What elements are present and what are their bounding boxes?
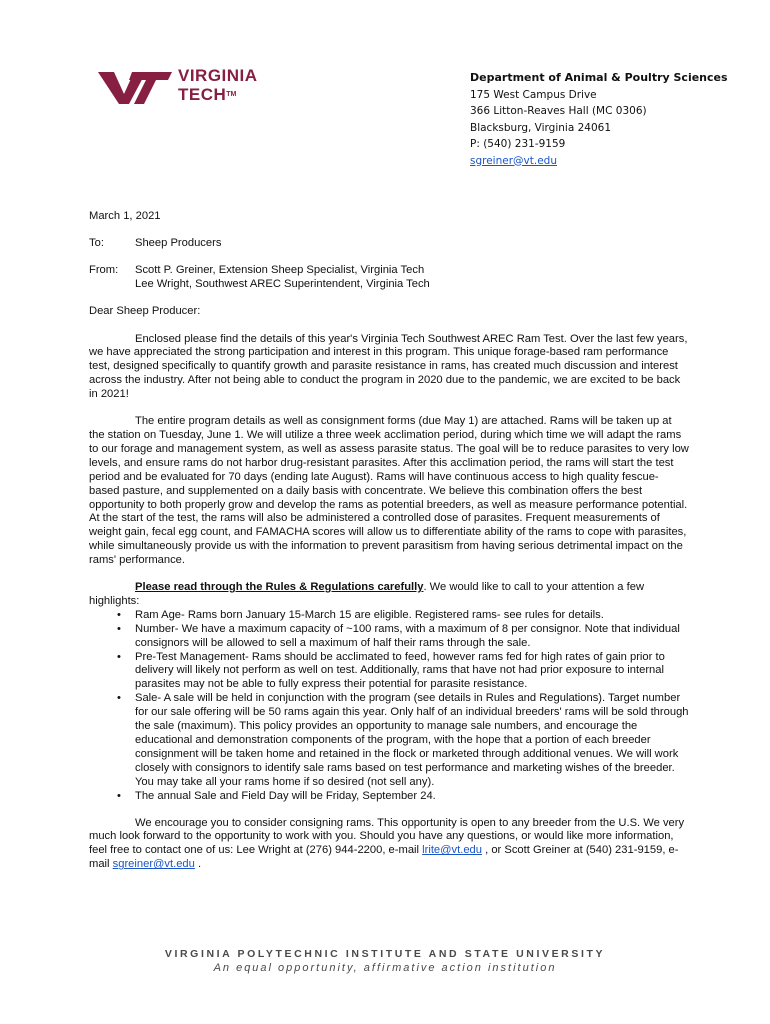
list-item: • The annual Sale and Field Day will be Friday, September 24. (117, 789, 436, 802)
bullet-icon: • (117, 650, 121, 663)
from-line: Scott P. Greiner, Extension Sheep Specialist, Virginia Tech (135, 263, 425, 276)
rules-rest: . We would like to call to your attention a few highlights: (89, 581, 645, 607)
footer-tagline: An equal opportunity, affirmative action institution (213, 962, 557, 974)
letter-date: March 1, 2021 (89, 210, 161, 222)
department-address (470, 70, 730, 169)
paragraph-intro: Enclosed please find the details of this year's Virginia Tech Southwest AREC Ram Test. Over the last few years, we have appreciated the strong participation and interest in this program. This unique forage-based ram performance test, designed specifically to quantify growth and parasite resistance in rams, has created much discussion and interest across the industry. After not being able to conduct the program in 2020 due to the pandemic, we are excited to be back in 2021! (89, 332, 688, 401)
paragraph-program-details: The entire program details as well as consignment forms (due May 1) are attached. Rams will be taken up at the station on Tuesday, June 1. We will utilize a three week acclimation period, during which time we will adapt the rams to our forage and management system, as well as assess parasite status. The goal will be to reduce parasites to very low levels, and ensure rams do not harbor drug-resistant parasites. After this acclimation period, the rams will start the test period and be evaluated for 70 days (ending late August). Rams will have continuous access to high quality fescue-based pasture, and supplemented on a daily basis with concentrate. We believe this combination offers the best opportunity to both properly grow and develop the rams as potential breeders, as well as measure performance potential. At the start of the test, the rams will also be administered a controlled dose of parasites. Frequent measurements of weight gain, fecal egg count, and FAMACHA scores will allow us to differentiate ability of the rams to cope with parasites, while simultaneously provide us with the information to prevent parasitism from having serious detrimental impact on the rams' performance. (89, 415, 689, 567)
address-line: 366 Litton-Reaves Hall (MC 0306) (470, 105, 647, 117)
list-item: • Pre-Test Management- Rams should be acclimated to feed, however rams fed for high rates of gain prior to delivery will likely not perform as well on test. Additionally, rams that have not had prior exposure to internal parasites may not be able to fully express their potential for parasite resistance. (117, 650, 665, 691)
list-item: • Number- We have a maximum capacity of ~100 rams, with a maximum of 8 per consignor. Note that individual consignors will be allowed to sell a maximum of half their rams through the sale. (117, 622, 680, 649)
paragraph-contact: We encourage you to consider consigning rams. This opportunity is open to any breeder from the U.S. We very much look forward to the opportunity to work with you. Should you have any questions, or would like more information, feel free to contact one of us: Lee Wright at (276) 944-2200, e-mail lrite@vt.edu , or Scott Greiner at (540) 231-9159, e-mail sgreiner@vt.edu . (89, 816, 685, 871)
footer-university: VIRGINIA POLYTECHNIC INSTITUTE AND STATE UNIVERSITY (164, 948, 606, 960)
logo-text-virginia: VIRGINIA (178, 66, 258, 85)
vt-logo-icon (96, 66, 174, 106)
rules-emphasis: Please read through the Rules & Regulations carefully (135, 581, 424, 594)
address-line: Blacksburg, Virginia 24061 (470, 121, 612, 134)
lrite-email-link[interactable]: lrite@vt.edu (422, 844, 482, 857)
header-email-link[interactable]: sgreiner@vt.edu (470, 154, 557, 167)
department-name: Department of Animal & Poultry Sciences (470, 71, 728, 84)
from-row (89, 264, 689, 292)
highlights-list (89, 609, 689, 804)
list-item: • Ram Age- Rams born January 15-March 15 are eligible. Registered rams- see rules for details. (117, 608, 604, 621)
logo-wordmark (178, 66, 258, 104)
logo-text-tech: TECH (178, 85, 227, 104)
paragraph-rules (89, 581, 689, 609)
list-item: • Sale- A sale will be held in conjunction with the program (see details in Rules and Regulations). Target number for our sale offering will be 50 rams again this year. Only half of an individual breeders' rams will be sold through the sale (maximum). This policy provides an opportunity to manage sale numbers, and encourage the educational and demonstration components of the program, with the hope that a portion of each breeder consignment will be taken home and retained in the flock or marketed through additional venues. We will work closely with consignors to identify sale rams based on test performance and marketing wishes of the breeder. You may take all your rams home if so desired (not sell any). (117, 692, 689, 788)
virginia-tech-logo (96, 66, 286, 110)
bullet-icon: • (117, 692, 121, 705)
to-row (89, 237, 689, 251)
from-line: Lee Wright, Southwest AREC Superintendent, Virginia Tech (135, 277, 430, 290)
address-line: 175 West Campus Drive (470, 88, 597, 101)
address-phone: P: (540) 231-9159 (470, 138, 566, 150)
sgreiner-email-link[interactable]: sgreiner@vt.edu (112, 858, 195, 871)
footer (0, 948, 770, 974)
from-label: From: (89, 263, 119, 276)
to-value: Sheep Producers (135, 236, 222, 249)
bullet-icon: • (117, 622, 121, 635)
salutation: Dear Sheep Producer: (89, 304, 201, 317)
logo-tm: TM (226, 91, 237, 98)
bullet-icon: • (117, 608, 121, 621)
to-label: To: (89, 236, 104, 249)
letter-body (89, 210, 689, 885)
bullet-icon: • (117, 789, 121, 802)
